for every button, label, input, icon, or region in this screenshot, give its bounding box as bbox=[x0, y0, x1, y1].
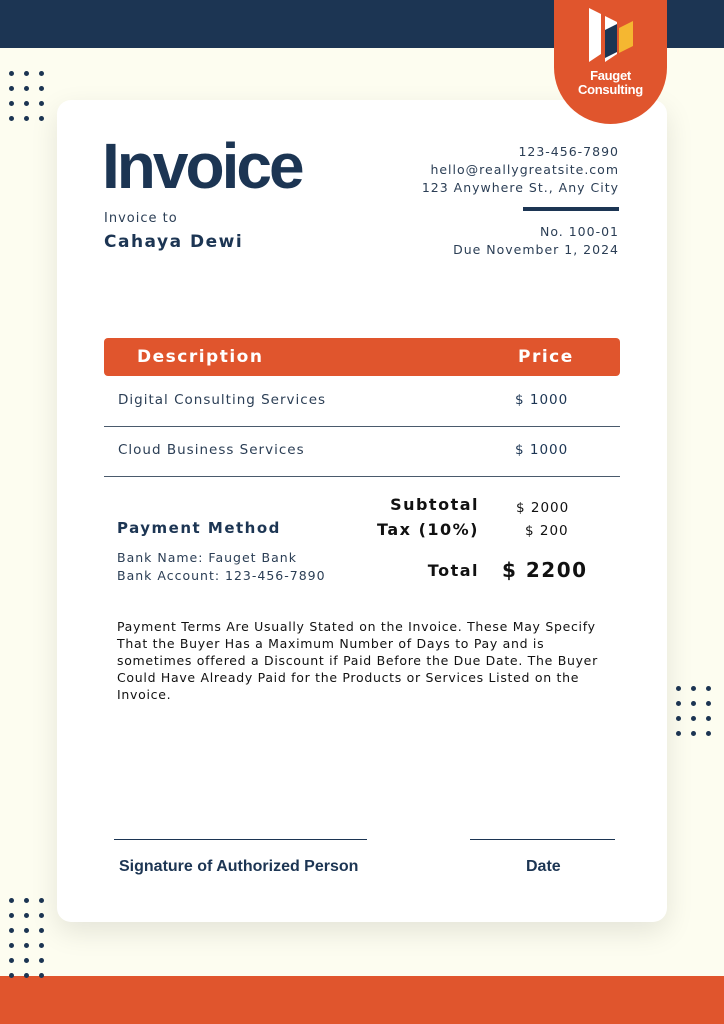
item-price: $ 1000 bbox=[515, 442, 569, 458]
subtotal-label: Subtotal bbox=[390, 495, 479, 514]
company-logo-badge bbox=[554, 0, 667, 124]
payment-method-title: Payment Method bbox=[117, 519, 281, 537]
header-description: Description bbox=[137, 347, 264, 367]
table-row bbox=[104, 426, 620, 477]
contact-email: hello@reallygreatsite.com bbox=[430, 162, 619, 177]
company-name bbox=[554, 69, 667, 97]
company-name-line2: Consulting bbox=[578, 82, 643, 97]
item-description: Cloud Business Services bbox=[118, 442, 305, 458]
invoice-title: Invoice bbox=[102, 130, 302, 202]
item-description: Digital Consulting Services bbox=[118, 392, 327, 408]
decorative-dots-top-left bbox=[9, 71, 44, 121]
contact-phone: 123-456-7890 bbox=[518, 144, 619, 159]
bank-name: Bank Name: Fauget Bank bbox=[117, 550, 297, 565]
client-name: Cahaya Dewi bbox=[104, 232, 244, 252]
invoice-due-date: Due November 1, 2024 bbox=[453, 242, 619, 257]
total-value: $ 2200 bbox=[502, 558, 588, 582]
table-header bbox=[104, 338, 620, 376]
contact-block bbox=[422, 143, 619, 197]
tax-value: $ 200 bbox=[525, 523, 569, 539]
decorative-dots-right bbox=[676, 686, 711, 736]
logo-mark-icon bbox=[583, 8, 639, 62]
signature-line bbox=[114, 839, 367, 840]
table-row bbox=[104, 376, 620, 427]
bank-account: Bank Account: 123-456-7890 bbox=[117, 568, 326, 583]
contact-divider bbox=[523, 207, 619, 211]
invoice-number: No. 100-01 bbox=[539, 224, 619, 239]
bottom-banner bbox=[0, 976, 724, 1024]
invoice-meta bbox=[453, 223, 619, 259]
contact-address: 123 Anywhere St., Any City bbox=[421, 180, 619, 195]
signature-label: Signature of Authorized Person bbox=[119, 858, 359, 875]
invoice-to-label: Invoice to bbox=[104, 211, 178, 226]
tax-label: Tax (10%) bbox=[377, 520, 479, 539]
date-label: Date bbox=[526, 858, 561, 875]
company-name-line1: Fauget bbox=[590, 68, 631, 83]
decorative-dots-bottom-left bbox=[9, 898, 44, 978]
payment-details bbox=[117, 549, 326, 585]
subtotal-value: $ 2000 bbox=[516, 500, 570, 516]
date-line bbox=[470, 839, 615, 840]
total-label: Total bbox=[427, 561, 479, 580]
payment-terms: Payment Terms Are Usually Stated on the Invoice. These May Specify That the Buyer Has a Maximum Number of Days to Pay and is sometimes offered a Discount if Paid Before the Due Date. The Buyer Could Have Already Paid for the Products or Services Listed on the Invoice. bbox=[117, 619, 598, 702]
header-price: Price bbox=[518, 347, 574, 367]
item-price: $ 1000 bbox=[515, 392, 569, 408]
